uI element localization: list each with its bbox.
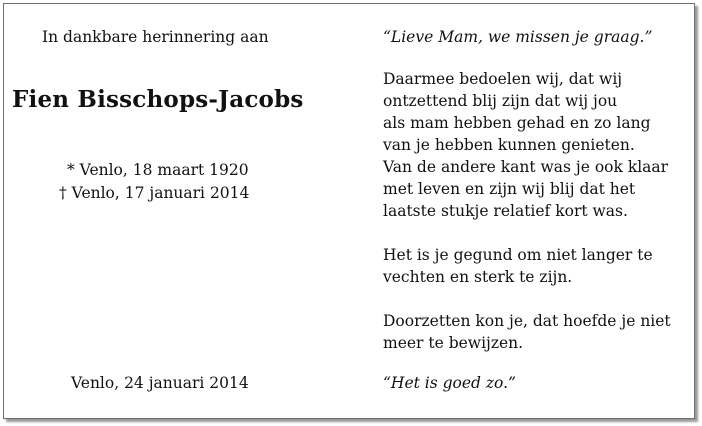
paragraph-line: als mam hebben gehad en zo lang: [383, 114, 651, 132]
paragraph-3: [383, 310, 671, 354]
paragraph-line: laatste stukje relatief kort was.: [383, 202, 628, 220]
death-line: † Venlo, 17 januari 2014: [59, 184, 250, 202]
paragraph-line: Daarmee bedoelen wij, dat wij: [383, 70, 623, 88]
closing-quote: “Het is goed zo.”: [383, 374, 516, 392]
footer-date: Venlo, 24 januari 2014: [71, 374, 249, 392]
right-panel: [383, 4, 694, 418]
paragraph-line: meer te bewijzen.: [383, 334, 524, 352]
deceased-name: Fien Bisschops-Jacobs: [12, 86, 304, 113]
memorial-card: [3, 3, 695, 419]
paragraph-line: vechten en sterk te zijn.: [383, 268, 573, 286]
paragraph-line: met leven en zijn wij blij dat het: [383, 180, 636, 198]
paragraph-line: van je hebben kunnen genieten.: [383, 136, 635, 154]
intro-text: In dankbare herinnering aan: [42, 28, 269, 46]
opening-quote: “Lieve Mam, we missen je graag.”: [383, 28, 653, 46]
left-panel: [4, 4, 334, 418]
paragraph-1: [383, 68, 668, 222]
paragraph-line: Van de andere kant was je ook klaar: [383, 158, 669, 176]
paragraph-line: Het is je gegund om niet langer te: [383, 246, 653, 264]
birth-line: * Venlo, 18 maart 1920: [67, 161, 249, 179]
paragraph-2: [383, 244, 653, 288]
paragraph-line: Doorzetten kon je, dat hoefde je niet: [383, 312, 671, 330]
paragraph-line: ontzettend blij zijn dat wij jou: [383, 92, 618, 110]
